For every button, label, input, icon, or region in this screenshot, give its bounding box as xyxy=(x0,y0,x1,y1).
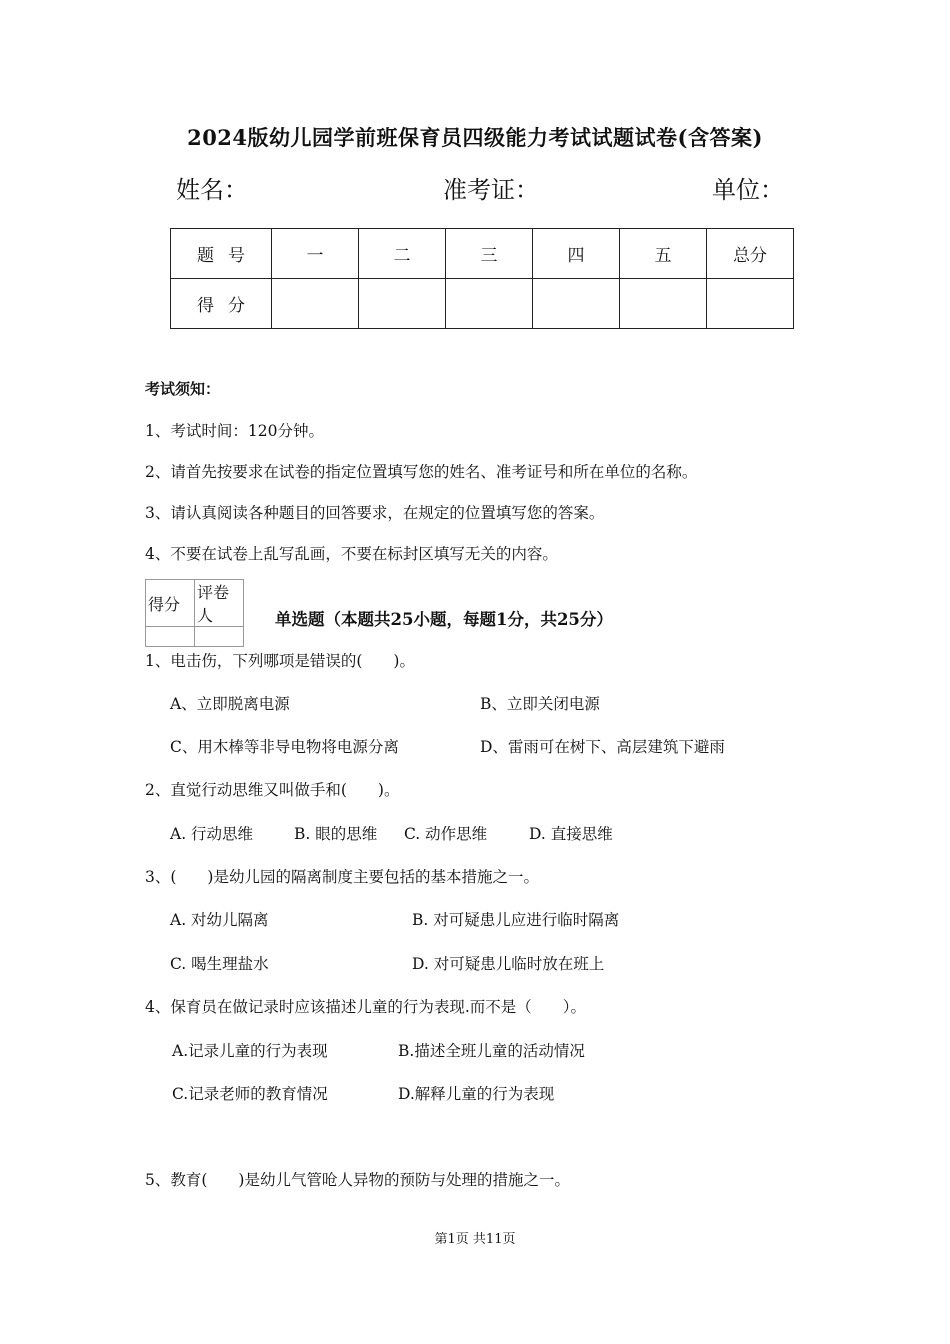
page-title: 2024版幼儿园学前班保育员四级能力考试试题试卷(含答案) xyxy=(187,125,763,150)
question-option: A.记录儿童的行为表现 xyxy=(172,1042,328,1060)
section-title: 单选题（本题共25小题，每题1分，共25分） xyxy=(275,610,613,629)
question-option: D.解释儿童的行为表现 xyxy=(398,1085,555,1103)
notice-item: 1、考试时间：120分钟。 xyxy=(145,422,324,440)
score-table-header-cell: 五 xyxy=(620,229,707,279)
score-table-header-cell: 四 xyxy=(533,229,620,279)
question-option: A、立即脱离电源 xyxy=(170,695,290,713)
score-table-header-row xyxy=(171,229,794,279)
score-row-label: 得分 xyxy=(171,279,272,329)
question-option: C.记录老师的教育情况 xyxy=(172,1085,328,1103)
score-table-header-cell: 题号 xyxy=(171,229,272,279)
score-table-header-cell: 总分 xyxy=(707,229,794,279)
question-option: C、用木棒等非导电物将电源分离 xyxy=(170,738,399,756)
question-option: A. 对幼儿隔离 xyxy=(170,911,269,929)
page-footer: 第1页 共11页 xyxy=(434,1232,516,1247)
question-stem: 3、( )是幼儿园的隔离制度主要包括的基本措施之一。 xyxy=(145,868,539,886)
question-option: A. 行动思维 xyxy=(170,825,254,843)
question-option: D. 直接思维 xyxy=(529,825,613,843)
score-table xyxy=(170,228,794,329)
unit-field-label: 单位： xyxy=(712,176,784,204)
grader-box xyxy=(145,579,244,647)
score-table-score-row xyxy=(171,279,794,329)
score-cell[interactable] xyxy=(620,279,707,329)
score-table-header-cell: 三 xyxy=(446,229,533,279)
grader-reviewer-label: 评卷人 xyxy=(195,580,244,627)
question-option: B、立即关闭电源 xyxy=(480,695,600,713)
question-option: B. 对可疑患儿应进行临时隔离 xyxy=(412,911,620,929)
question-stem: 1、电击伤，下列哪项是错误的( )。 xyxy=(145,652,415,670)
grader-reviewer-cell[interactable] xyxy=(195,627,244,647)
question-stem: 4、保育员在做记录时应该描述儿童的行为表现.而不是（ ）。 xyxy=(145,998,587,1016)
question-option: B.描述全班儿童的活动情况 xyxy=(398,1042,585,1060)
notice-title: 考试须知： xyxy=(145,380,221,398)
grader-score-label: 得分 xyxy=(146,580,195,627)
exam-id-field-label: 准考证： xyxy=(443,176,539,204)
notice-item: 2、请首先按要求在试卷的指定位置填写您的姓名、准考证号和所在单位的名称。 xyxy=(145,463,698,481)
question-stem: 2、直觉行动思维又叫做手和( )。 xyxy=(145,781,400,799)
notice-item: 3、请认真阅读各种题目的回答要求，在规定的位置填写您的答案。 xyxy=(145,504,605,522)
question-option: B. 眼的思维 xyxy=(294,825,378,843)
question-stem: 5、教育( )是幼儿气管呛人异物的预防与处理的措施之一。 xyxy=(145,1171,570,1189)
question-option: C. 动作思维 xyxy=(404,825,488,843)
question-option: C. 喝生理盐水 xyxy=(170,955,269,973)
question-option: D. 对可疑患儿临时放在班上 xyxy=(412,955,605,973)
score-cell[interactable] xyxy=(446,279,533,329)
notice-item: 4、不要在试卷上乱写乱画，不要在标封区填写无关的内容。 xyxy=(145,545,558,563)
score-cell[interactable] xyxy=(272,279,359,329)
score-cell[interactable] xyxy=(707,279,794,329)
name-field-label: 姓名： xyxy=(176,176,248,204)
score-table-header-cell: 一 xyxy=(272,229,359,279)
score-table-header-cell: 二 xyxy=(359,229,446,279)
score-cell[interactable] xyxy=(533,279,620,329)
grader-score-cell[interactable] xyxy=(146,627,195,647)
question-option: D、雷雨可在树下、高层建筑下避雨 xyxy=(480,738,725,756)
score-cell[interactable] xyxy=(359,279,446,329)
